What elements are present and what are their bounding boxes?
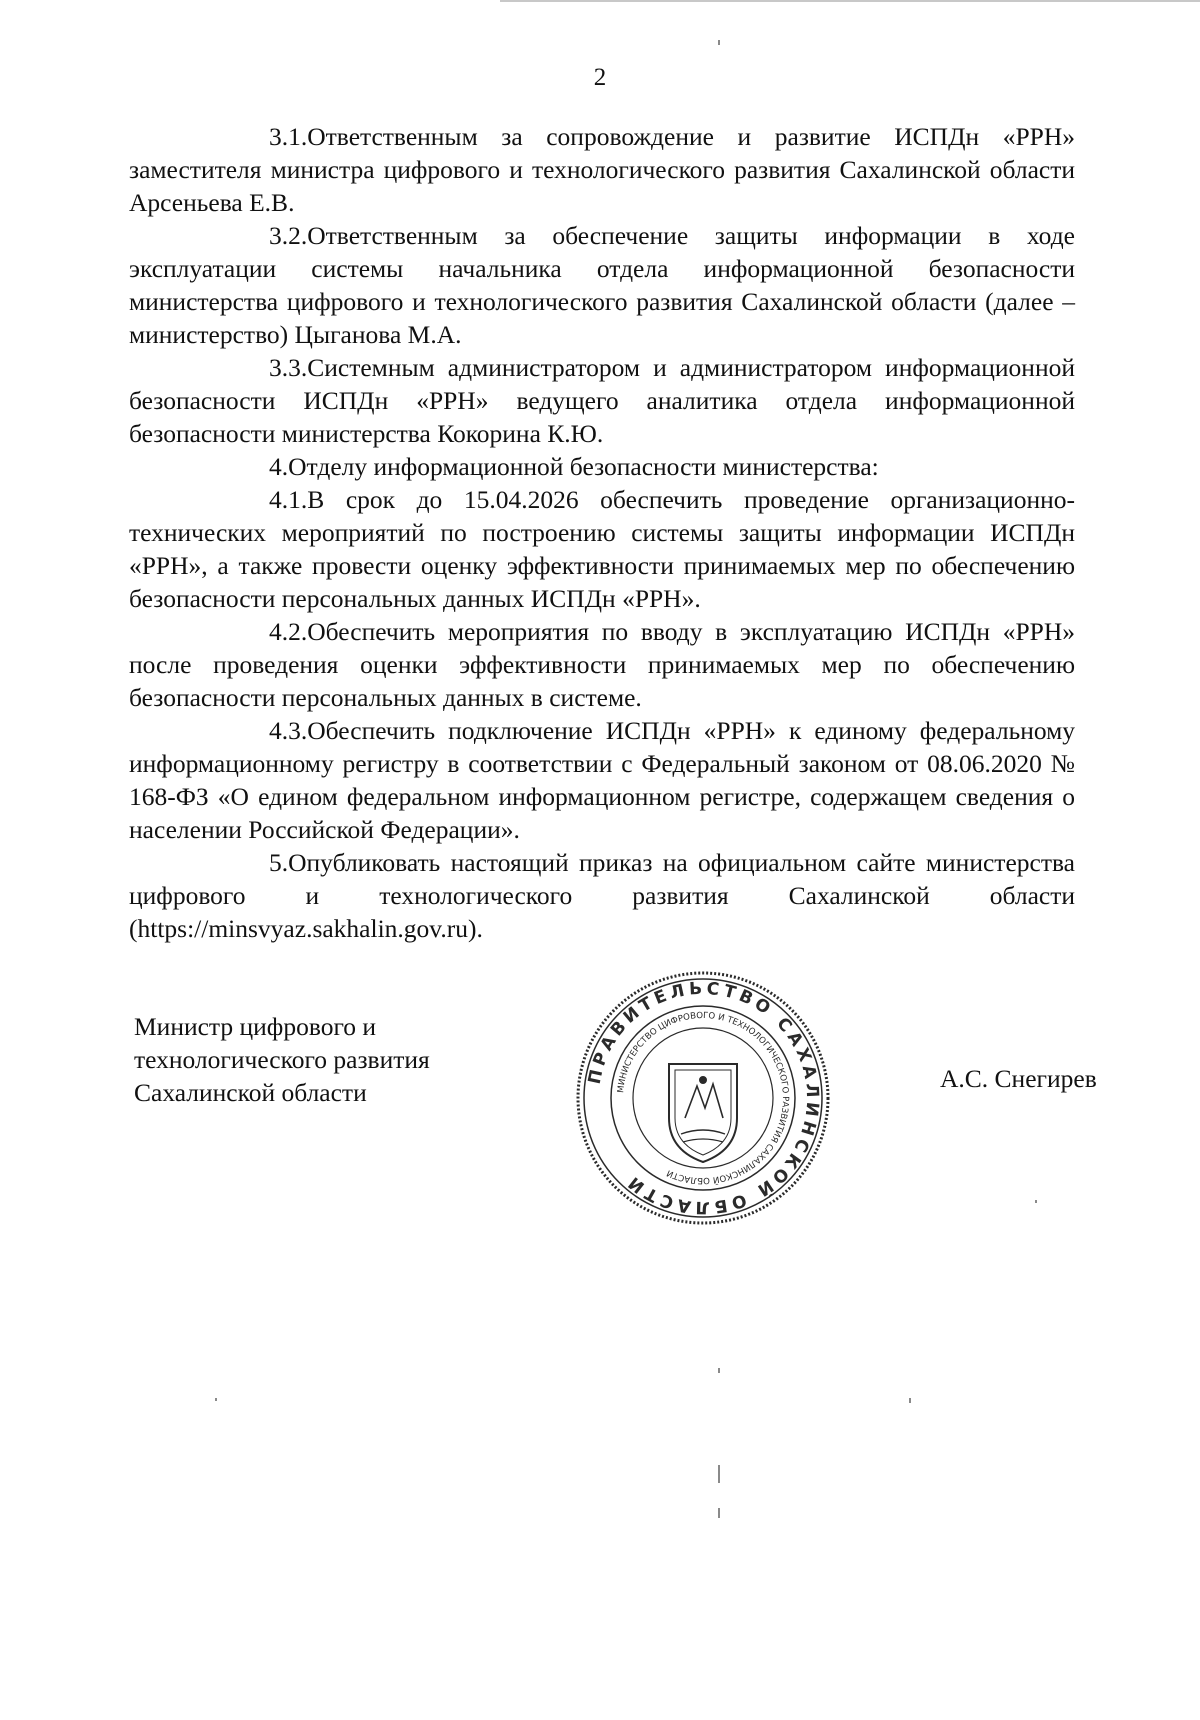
- paragraph-number: 3.3.: [269, 353, 308, 382]
- paragraph-4-1: [129, 483, 1075, 615]
- scan-artifact: [1035, 1200, 1037, 1203]
- scan-artifact: [718, 1368, 720, 1373]
- paragraph-4: [129, 450, 1075, 483]
- paragraph-text: Ответственным за обеспечение защиты информации в ходе эксплуатации системы начальника отдела информационной безопасности министерства цифрового и технологического развития Сахалинской области (далее – министерство) Цыганова М.А.: [129, 221, 1075, 349]
- paragraph-5: [129, 846, 1075, 945]
- scan-artifact: [215, 1398, 217, 1401]
- paragraph-4-3: [129, 714, 1075, 846]
- signatory-position: Министр цифрового и технологического развития Сахалинской области: [134, 1012, 430, 1107]
- paragraph-text: Отделу информационной безопасности министерства:: [288, 452, 879, 481]
- signatory-name: А.С. Снегирев: [940, 1064, 1097, 1093]
- scan-artifact: [718, 1508, 720, 1518]
- paragraph-text: Системным администратором и администратором информационной безопасности ИСПДн «РРН» ведущего аналитика отдела информационной безопасности министерства Кокорина К.Ю.: [129, 353, 1075, 448]
- svg-text:МИНИСТЕРСТВО ЦИФРОВОГО И ТЕХНО: МИНИСТЕРСТВО ЦИФРОВОГО И ТЕХНОЛОГИЧЕСКОГО РАЗВИТИЯ САХАЛИНСКОЙ ОБЛАСТИ: [616, 1010, 791, 1186]
- paragraph-text: Обеспечить подключение ИСПДн «РРН» к единому федеральному информационному регистру в соответствии с Федеральный законом от 08.06.2020 № 168-ФЗ «О едином федеральном информационном регистре, содержащем сведения о населении Российской Федерации».: [129, 716, 1075, 844]
- paragraph-number: 4.3.: [269, 716, 308, 745]
- scan-artifact: [718, 40, 720, 45]
- svg-text:ПРАВИТЕЛЬСТВО САХАЛИНСКОЙ ОБЛА: ПРАВИТЕЛЬСТВО САХАЛИНСКОЙ ОБЛАСТИ: [584, 978, 823, 1218]
- paragraph-number: 5.: [269, 848, 289, 877]
- paragraph-3-1: [129, 120, 1075, 219]
- paragraph-number: 4.: [269, 452, 289, 481]
- paragraph-3-3: [129, 351, 1075, 450]
- scan-artifact: [718, 1465, 720, 1483]
- paragraph-text: В срок до 15.04.2026 обеспечить проведение организационно-технических мероприятий по построению системы защиты информации ИСПДн «РРН», а также провести оценку эффективности принимаемых мер по обеспечению безопасности персональных данных ИСПДн «РРН».: [129, 485, 1075, 613]
- scan-edge-line: [500, 0, 1200, 2]
- paragraph-text: Ответственным за сопровождение и развитие ИСПДн «РРН» заместителя министра цифрового и технологического развития Сахалинской области Арсеньева Е.В.: [129, 122, 1075, 217]
- coat-of-arms-icon: [669, 1064, 737, 1162]
- paragraph-3-2: [129, 219, 1075, 351]
- paragraph-number: 3.1.: [269, 122, 308, 151]
- paragraph-text: Опубликовать настоящий приказ на официальном сайте министерства цифрового и технологического развития Сахалинской области (https://minsvyaz.sakhalin.gov.ru).: [129, 848, 1075, 943]
- paragraph-text: Обеспечить мероприятия по вводу в эксплуатацию ИСПДн «РРН» после проведения оценки эффективности принимаемых мер по обеспечению безопасности персональных данных в системе.: [129, 617, 1075, 712]
- paragraph-number: 4.1.: [269, 485, 308, 514]
- scan-artifact: [909, 1398, 911, 1403]
- page-number: 2: [593, 64, 607, 91]
- official-seal-stamp: [573, 968, 833, 1228]
- paragraph-4-2: [129, 615, 1075, 714]
- paragraph-number: 4.2.: [269, 617, 308, 646]
- document-body: [129, 120, 1075, 945]
- paragraph-number: 3.2.: [269, 221, 308, 250]
